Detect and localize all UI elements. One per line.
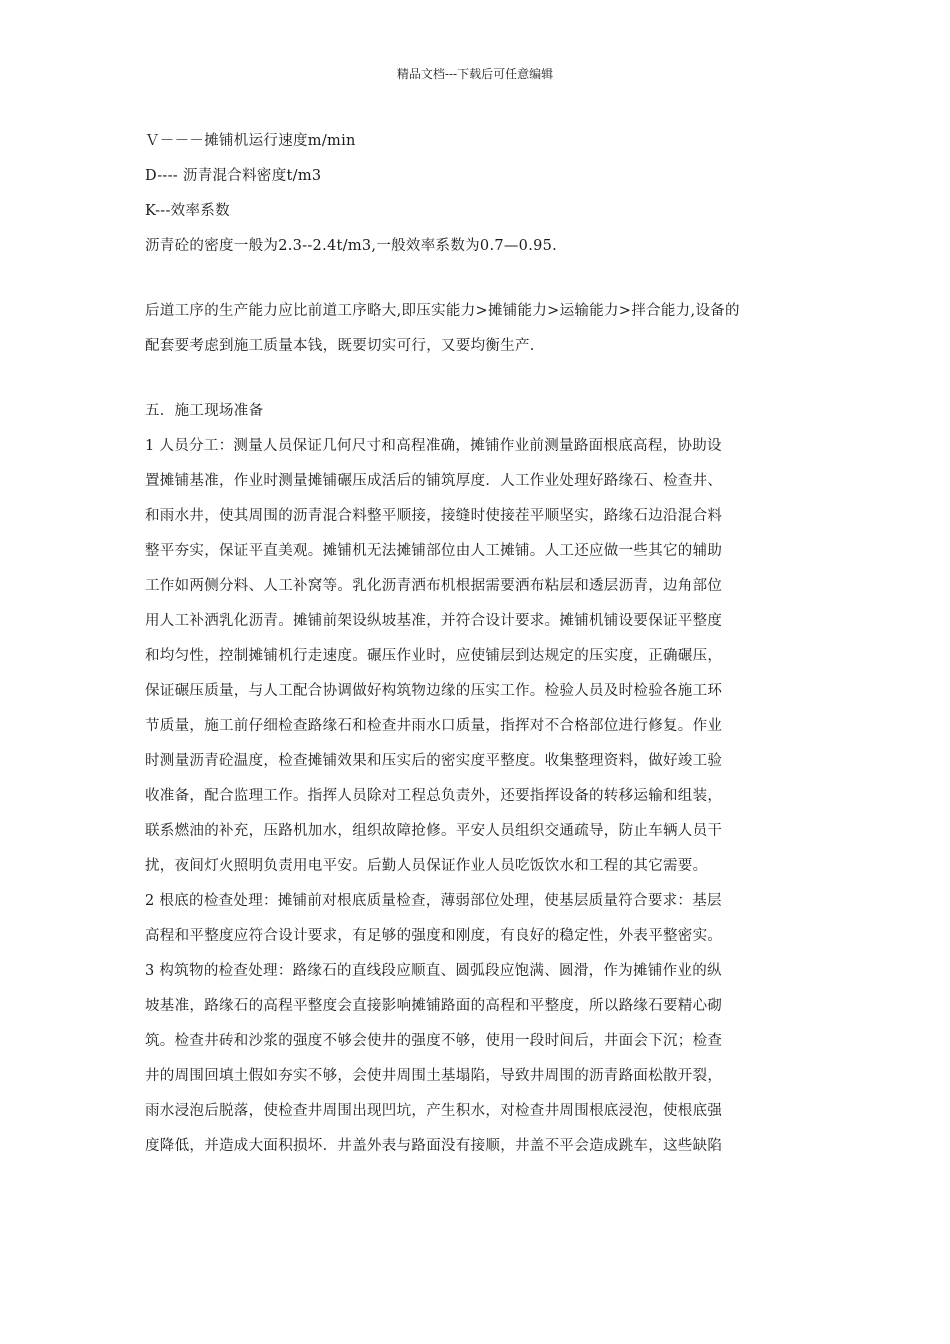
text-line: 坡基准，路缘石的高程平整度会直接影响摊铺路面的高程和平整度，所以路缘石要精心砌 (145, 998, 723, 1014)
text-line: 保证碾压质量，与人工配合协调做好构筑物边缘的压实工作。检验人员及时检验各施工环 (145, 683, 723, 699)
text-line: 扰，夜间灯火照明负责用电平安。后勤人员保证作业人员吃饭饮水和工程的其它需要。 (145, 858, 708, 874)
text-line: 整平夯实，保证平直美观。摊铺机无法摊铺部位由人工摊铺。人工还应做一些其它的辅助 (145, 543, 723, 559)
text-line: D---- 沥青混合料密度t/m3 (145, 168, 322, 184)
capacity-paragraph (145, 294, 815, 364)
text-line: 高程和平整度应符合设计要求，有足够的强度和刚度，有良好的稳定性，外表平整密实。 (145, 928, 723, 944)
text-line: 和均匀性，控制摊铺机行走速度。碾压作业时，应使铺层到达规定的压实度，正确碾压， (145, 648, 723, 664)
section-heading: 五．施工现场准备 (145, 403, 264, 419)
page-header: 精品文档---下载后可任意编辑 (396, 67, 554, 81)
text-line: 3 构筑物的检查处理：路缘石的直线段应顺直、圆弧段应饱满、圆滑，作为摊铺作业的纵 (145, 963, 722, 979)
text-line: 1 人员分工：测量人员保证几何尺寸和高程准确，摊铺作业前测量路面根底高程，协助设 (145, 438, 722, 454)
text-line: 置摊铺基准，作业时测量摊铺碾压成活后的铺筑厚度．人工作业处理好路缘石、检查井、 (145, 473, 723, 489)
foundation-check-paragraph (145, 884, 815, 954)
text-line: 后道工序的生产能力应比前道工序略大,即压实能力>摊铺能力>运输能力>拌合能力,设备的 (145, 303, 740, 319)
text-line: 度降低，并造成大面积损坏．井盖外表与路面没有接顺，井盖不平会造成跳车，这些缺陷 (145, 1138, 723, 1154)
text-line: Ｖ－－－摊铺机运行速度m/min (145, 133, 356, 149)
text-line: 联系燃油的补充，压路机加水，组织故障抢修。平安人员组织交通疏导，防止车辆人员干 (145, 823, 723, 839)
formula-notes (145, 124, 815, 264)
text-line: 筑。检查井砖和沙浆的强度不够会使井的强度不够，使用一段时间后，井面会下沉；检查 (145, 1033, 723, 1049)
text-line: 节质量，施工前仔细检查路缘石和检查井雨水口质量，指挥对不合格部位进行修复。作业 (145, 718, 723, 734)
text-line: 雨水浸泡后脱落，使检查井周围出现凹坑，产生积水，对检查井周围根底浸泡，使根底强 (145, 1103, 723, 1119)
staffing-paragraph (145, 429, 815, 884)
text-line: 和雨水井，使其周围的沥青混合料整平顺接，接缝时使接茬平顺坚实，路缘石边沿混合料 (145, 508, 723, 524)
text-line: K---效率系数 (145, 203, 230, 219)
text-line: 用人工补洒乳化沥青。摊铺前架设纵坡基准，并符合设计要求。摊铺机铺设要保证平整度 (145, 613, 723, 629)
text-line: 工作如两侧分料、人工补窝等。乳化沥青洒布机根据需要洒布粘层和透层沥青，边角部位 (145, 578, 723, 594)
site-preparation-section (145, 394, 815, 1164)
text-line: 井的周围回填土假如夯实不够，会使井周围土基塌陷，导致井周围的沥青路面松散开裂， (145, 1068, 723, 1084)
text-line: 2 根底的检查处理：摊铺前对根底质量检查，薄弱部位处理，使基层质量符合要求：基层 (145, 893, 722, 909)
document-body (145, 124, 815, 1164)
text-line: 收准备，配合监理工作。指挥人员除对工程总负责外，还要指挥设备的转移运输和组装， (145, 788, 723, 804)
structure-check-paragraph (145, 954, 815, 1164)
text-line: 时测量沥青砼温度，检查摊铺效果和压实后的密实度平整度。收集整理资料，做好竣工验 (145, 753, 723, 769)
spacer (145, 264, 815, 294)
text-line: 沥青砼的密度一般为2.3--2.4t/m3,一般效率系数为0.7—0.95. (145, 238, 558, 254)
text-line: 配套要考虑到施工质量本钱，既要切实可行，又要均衡生产. (145, 338, 535, 354)
spacer (145, 364, 815, 394)
